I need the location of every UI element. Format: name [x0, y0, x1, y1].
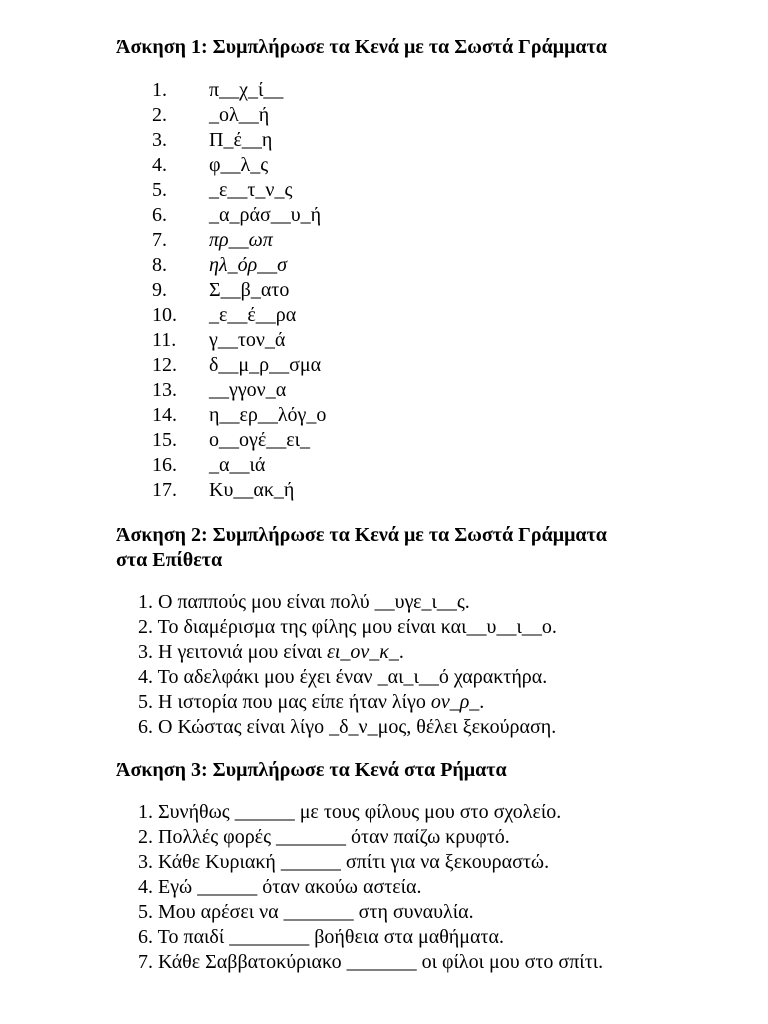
sentence-text: 5. Η ιστορία που μας είπε ήταν λίγο	[138, 691, 431, 713]
exercise-2-title-line1: Άσκηση 2: Συμπλήρωσε τα Κενά με τα Σωστά Γράμματα	[116, 524, 607, 546]
sentence-end: .	[479, 691, 485, 713]
word-with-blanks: _ε__τ_ν_ς	[209, 179, 293, 201]
word-with-blanks: πρ__ωπ	[209, 229, 273, 251]
item-number: 1.	[152, 79, 167, 101]
item-number: 8.	[152, 254, 167, 276]
sentence-end: .	[398, 641, 404, 663]
exercise-3-item: 6. Το παιδί ________ βοήθεια στα μαθήματα.	[138, 926, 504, 948]
word-with-blanks: _ολ__ή	[209, 104, 270, 126]
sentence-text: 3. Η γειτονιά μου είναι	[138, 641, 327, 663]
item-number: 7.	[152, 229, 167, 251]
word-with-blanks: Κυ__ακ_ή	[209, 479, 295, 501]
exercise-2-title-line2: στα Επίθετα	[116, 549, 223, 571]
item-number: 9.	[152, 279, 167, 301]
item-number: 10.	[152, 304, 177, 326]
word-with-blanks: η__ερ__λόγ_ο	[209, 404, 327, 426]
exercise-2-item	[138, 690, 557, 715]
word-with-blanks: __γγον_α	[209, 379, 287, 401]
word-with-blanks: Π_έ__η	[209, 129, 273, 151]
word-with-blanks: _α_ράσ__υ_ή	[209, 204, 322, 226]
exercise-3-item: 1. Συνήθως ______ με τους φίλους μου στο σχολείο.	[138, 801, 562, 823]
item-number: 13.	[152, 379, 177, 401]
item-number: 16.	[152, 454, 177, 476]
word-with-blanks: ο__ογέ__ει_	[209, 429, 311, 451]
word-with-blanks: δ__μ_ρ__σμα	[209, 354, 322, 376]
exercise-2-item	[138, 715, 557, 740]
word-with-blanks: Σ__β_ατο	[209, 279, 290, 301]
item-number: 12.	[152, 354, 177, 376]
exercise-2-item	[138, 590, 557, 615]
item-number: 15.	[152, 429, 177, 451]
exercise-3-item: 3. Κάθε Κυριακή ______ σπίτι για να ξεκουραστώ.	[138, 851, 550, 873]
sentence-text: 1. Ο παππούς μου είναι πολύ __υγε_ι__ς.	[138, 591, 470, 613]
exercise-3-list	[138, 800, 603, 975]
exercise-3-title: Άσκηση 3: Συμπλήρωσε τα Κενά στα Ρήματα	[116, 759, 507, 781]
exercise-2-item	[138, 615, 557, 640]
item-number: 11.	[152, 329, 177, 351]
word-with-blanks: γ__τον_ά	[209, 329, 286, 351]
word-with-blanks: π__χ_ί__	[209, 79, 284, 101]
word-with-blanks: _α__ιά	[209, 454, 266, 476]
adjective-blank: ει_ον_κ_	[326, 641, 399, 663]
exercise-3-item: 7. Κάθε Σαββατοκύριακο _______ οι φίλοι μου στο σπίτι.	[138, 951, 604, 973]
exercise-2-item	[138, 665, 557, 690]
exercise-1-title: Άσκηση 1: Συμπλήρωσε τα Κενά με τα Σωστά Γράμματα	[116, 36, 607, 58]
item-number: 2.	[152, 104, 167, 126]
item-number: 4.	[152, 154, 167, 176]
exercise-2-list	[138, 590, 557, 740]
exercise-3-item: 5. Μου αρέσει να _______ στη συναυλία.	[138, 901, 474, 923]
word-with-blanks: _ε__έ__ρα	[209, 304, 297, 326]
item-number: 17.	[152, 479, 177, 501]
item-number: 6.	[152, 204, 167, 226]
adjective-blank: ον_ρ_	[430, 691, 480, 713]
sentence-text: 2. Το διαμέρισμα της φίλης μου είναι και__υ__ι__ο.	[138, 616, 557, 638]
exercise-3-item: 2. Πολλές φορές _______ όταν παίζω κρυφτό.	[138, 826, 510, 848]
exercise-2-item	[138, 640, 557, 665]
word-with-blanks: φ__λ_ς	[209, 154, 269, 176]
item-number: 14.	[152, 404, 177, 426]
item-number: 5.	[152, 179, 167, 201]
exercise-2-title	[116, 523, 607, 573]
word-with-blanks: ηλ_όρ__σ	[209, 254, 288, 276]
exercise-3-item: 4. Εγώ ______ όταν ακούω αστεία.	[138, 876, 422, 898]
item-number: 3.	[152, 129, 167, 151]
sentence-text: 6. Ο Κώστας είναι λίγο _δ_ν_μος, θέλει ξεκούραση.	[138, 716, 557, 738]
sentence-text: 4. Το αδελφάκι μου έχει έναν _αι_ι__ό χαρακτήρα.	[138, 666, 548, 688]
